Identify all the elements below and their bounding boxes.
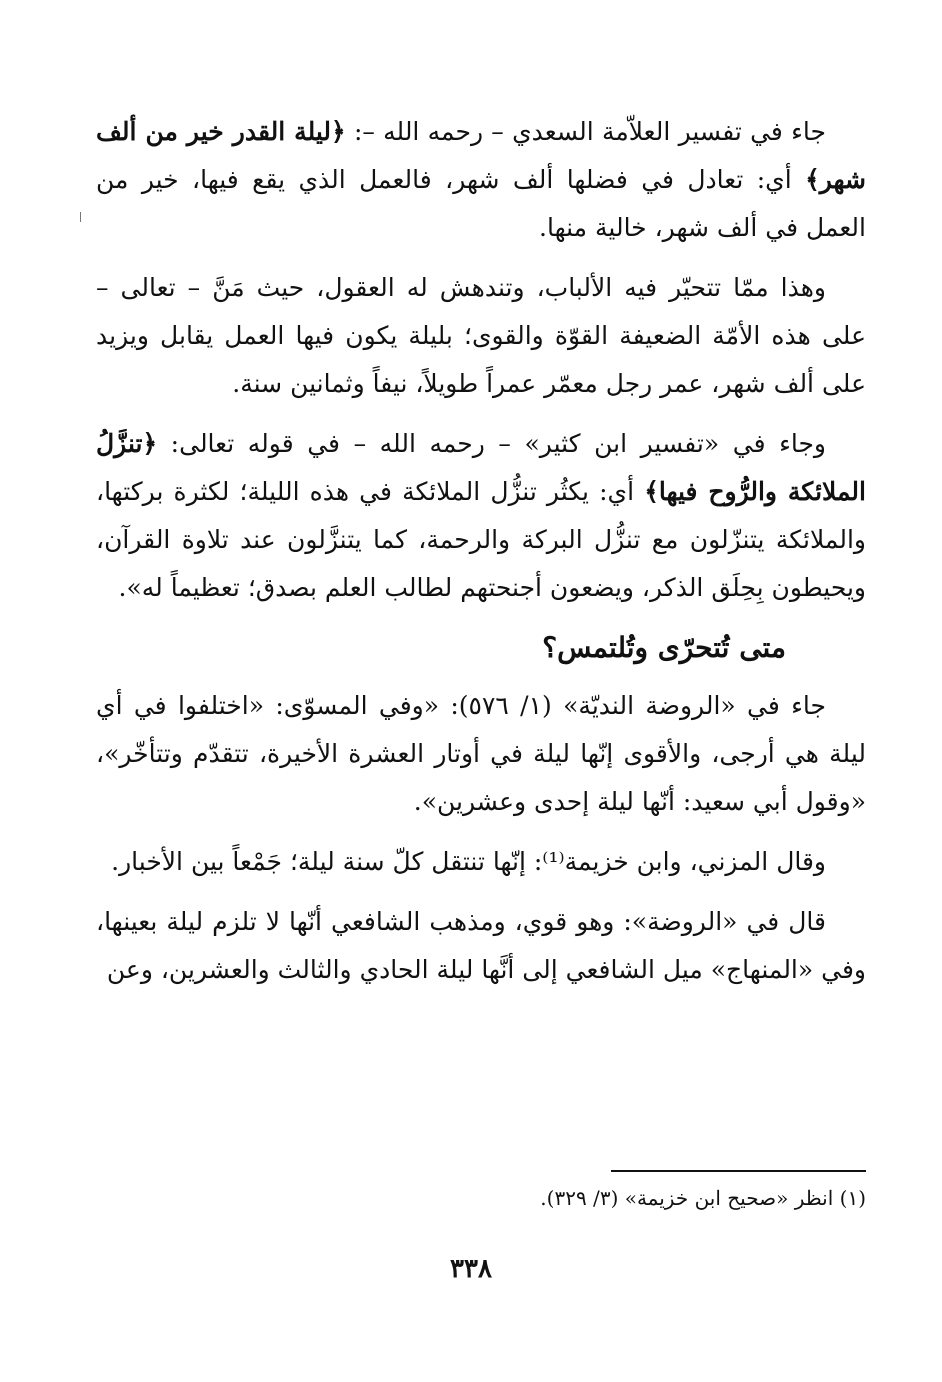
margin-mark: [80, 212, 81, 222]
paragraph-saadi: [96, 108, 866, 252]
paragraph-text: وجاء في «تفسير ابن كثير» – رحمه الله – في قوله تعالى:: [157, 429, 826, 458]
paragraph-text: جاء في تفسير العلاّمة السعدي – رحمه الله –:: [345, 117, 826, 146]
footnote: (١) انظر «صحيح ابن خزيمة» (٣/ ٣٢٩).: [540, 1186, 866, 1210]
page-number: ٣٣٨: [450, 1254, 492, 1284]
quran-verse: ﴿ليلة القدر خير من ألف شهر﴾: [96, 117, 866, 194]
footnote-divider: [611, 1170, 866, 1172]
paragraph-shafii: قال في «الروضة»: وهو قوي، ومذهب الشافعي أنّها لا تلزم ليلة بعينها، وفي «المنهاج» ميل الشافعي إلى أنَّها ليلة الحادي والثالث والعشرين، وعن: [96, 907, 866, 984]
page-body: [96, 108, 866, 1006]
paragraph-muzani: وقال المزني، وابن خزيمة⁽¹⁾: إنّها تنتقل كلّ سنة ليلة؛ جَمْعاً بين الأخبار.: [111, 847, 826, 876]
paragraph-wonder: [96, 264, 866, 408]
paragraph-text: أي: يكثُر تنزُّل الملائكة في هذه الليلة؛ لكثرة بركتها، والملائكة يتنزّلون مع تنزُّل البركة والرحمة، كما يتنزَّلون عند تلاوة القرآن، ويحيطون بِحِلَق الذكر، ويضعون أجنحتهم لطالب العلم بصدق؛ تعظيماً له».: [96, 477, 866, 602]
quran-verse: ﴿تنزَّلُ الملائكة والرُّوح فيها﴾: [96, 429, 866, 506]
paragraph-rawda: جاء في «الروضة النديّة» (١/ ٥٧٦): «وفي المسوّى: «اختلفوا في أي ليلة هي أرجى، والأقوى إنّها ليلة في أوتار العشرة الأخيرة، تتقدّم وتتأخّر»، «وقول أبي سعيد: أنّها ليلة إحدى وعشرين».: [96, 691, 866, 816]
paragraph-ibn-kathir: [96, 420, 866, 612]
section-heading: متى تُتحرّى وتُلتمس؟: [542, 631, 786, 664]
paragraph-text: أي: تعادل في فضلها ألف شهر، فالعمل الذي يقع فيها، خير من العمل في ألف شهر، خالية منها.: [96, 165, 866, 242]
paragraph-text: وهذا ممّا تتحيّر فيه الألباب، وتندهش له العقول، حيث مَنَّ – تعالى – على هذه الأمّة الضعيفة القوّة والقوى؛ بليلة يكون فيها العمل يقابل ويزيد على ألف شهر، عمر رجل معمّر عمراً طويلاً، نيفاً وثمانين سنة.: [96, 273, 866, 398]
